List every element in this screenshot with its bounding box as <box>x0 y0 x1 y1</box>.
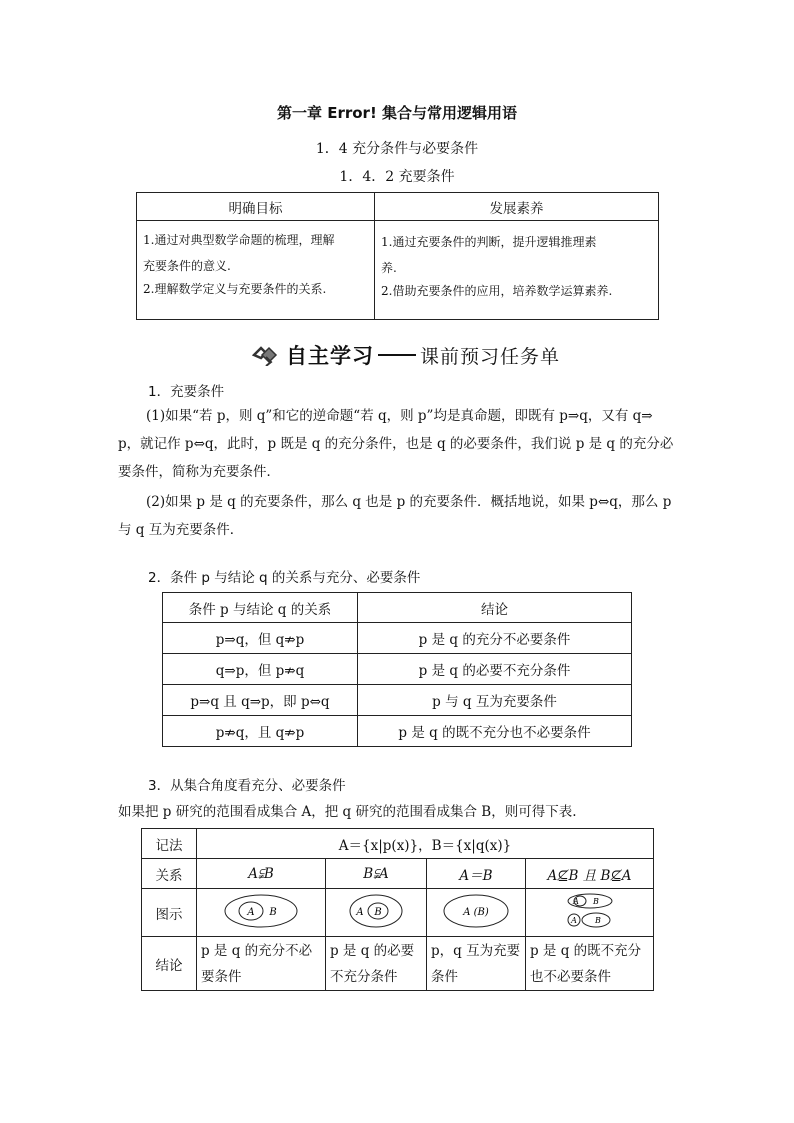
section1-paragraph <box>118 402 674 544</box>
goal-line: 充要条件的意义. <box>143 259 231 273</box>
chapter-title: 第一章 Error! 集合与常用逻辑用语 <box>276 104 518 122</box>
goal-line: 养. <box>381 261 397 275</box>
goal-line: 2.理解数学定义与充要条件的关系. <box>143 282 327 296</box>
set-table <box>141 828 654 991</box>
para-line: 要条件，简称为充要条件． <box>118 464 280 480</box>
goals-right-cell <box>375 221 659 320</box>
conclusion-line: 不充分条件 <box>330 968 398 985</box>
goal-line: 1.通过对典型数学命题的梳理，理解 <box>143 233 335 247</box>
section3-intro: 如果把 p 研究的范围看成集合 A，把 q 研究的范围看成集合 B，则可得下表. <box>118 804 577 820</box>
label-b: B <box>594 915 601 925</box>
goals-table <box>136 192 659 320</box>
chain-link-logo-icon <box>252 344 280 366</box>
venn-equal <box>440 893 512 929</box>
section2-heading: 2．条件 p 与结论 q 的关系与充分、必要条件 <box>148 570 421 586</box>
label-a: A <box>572 896 579 906</box>
conclusion-line: p 是 q 的充分不必 <box>201 942 313 959</box>
section1-heading: 1．充要条件 <box>148 384 225 400</box>
relation-cell: p⇒q，但 q⇏p <box>163 623 358 654</box>
relation-cell: p⇒q 且 q⇒p，即 p⇔q <box>163 685 358 716</box>
label-b: B <box>592 896 599 906</box>
conclusion-cell: p 与 q 互为充要条件 <box>358 685 632 716</box>
conclusion-cell <box>326 937 427 991</box>
section-banner <box>252 340 560 370</box>
conclusion-cell <box>526 937 654 991</box>
label-a: A <box>356 906 364 918</box>
conclusion-cell <box>427 937 526 991</box>
diagram-cell <box>526 889 654 937</box>
label-ab: A (B) <box>463 906 489 918</box>
relation-table <box>162 592 632 747</box>
row-label: 关系 <box>142 859 197 889</box>
para-line: 与 q 互为充要条件． <box>118 522 244 538</box>
row-label: 结论 <box>142 937 197 991</box>
banner-sub: 课前预习任务单 <box>420 345 561 368</box>
label-b: B <box>374 906 382 918</box>
conclusion-line: p 是 q 的既不充分 <box>530 942 642 959</box>
table-row <box>163 685 632 716</box>
banner-main: 自主学习 <box>286 344 374 368</box>
relation-cell: p⇏q，且 q⇏p <box>163 716 358 747</box>
conclusion-line: 也不必要条件 <box>530 968 611 985</box>
notation-cell: A＝{x|p(x)}，B＝{x|q(x)} <box>197 829 654 859</box>
label-a: A <box>570 915 577 925</box>
row-label: 记法 <box>142 829 197 859</box>
conclusion-cell: p 是 q 的必要不充分条件 <box>358 654 632 685</box>
goals-header-right: 发展素养 <box>375 193 659 221</box>
relation-cell: A⫋B <box>197 859 326 889</box>
subsection-title: 1．4．2 充要条件 <box>339 169 455 185</box>
conclusion-header: 结论 <box>358 593 632 623</box>
diagram-cell <box>326 889 427 937</box>
diagram-cell <box>197 889 326 937</box>
section3-heading: 3．从集合角度看充分、必要条件 <box>148 778 346 794</box>
venn-b-in-a <box>348 893 404 929</box>
conclusion-cell <box>197 937 326 991</box>
conclusion-line: p 是 q 的必要 <box>330 942 415 959</box>
conclusion-line: p，q 互为充要 <box>431 942 521 959</box>
relation-cell: q⇒p，但 p⇏q <box>163 654 358 685</box>
relation-cell: A＝B <box>427 859 526 889</box>
relation-header: 条件 p 与结论 q 的关系 <box>163 593 358 623</box>
conclusion-line: 条件 <box>431 968 458 985</box>
banner-dash <box>378 354 416 356</box>
conclusion-line: 要条件 <box>201 968 242 985</box>
goals-left-cell <box>137 221 375 320</box>
relation-cell: B⫋A <box>326 859 427 889</box>
conclusion-cell: p 是 q 的充分不必要条件 <box>358 623 632 654</box>
section-title: 1．4 充分条件与必要条件 <box>315 141 479 157</box>
row-label: 图示 <box>142 889 197 937</box>
goal-line: 2.借助充要条件的应用，培养数学运算素养. <box>381 284 613 298</box>
table-row <box>163 654 632 685</box>
goals-header-left: 明确目标 <box>137 193 375 221</box>
diagram-cell <box>427 889 526 937</box>
para-line: (2)如果 p 是 q 的充要条件，那么 q 也是 p 的充要条件．概括地说，如果 p⇔q，那么 p <box>146 494 672 510</box>
conclusion-cell: p 是 q 的既不充分也不必要条件 <box>358 716 632 747</box>
goal-line: 1.通过充要条件的判断，提升逻辑推理素 <box>381 235 597 249</box>
venn-a-in-b <box>221 893 301 929</box>
para-line: p，就记作 p⇔q，此时，p 既是 q 的充分条件，也是 q 的必要条件，我们说 p 是 q 的充分必 <box>118 436 674 452</box>
relation-cell: A⊈B 且 B⊈A <box>526 859 654 889</box>
label-b: B <box>269 906 277 918</box>
table-row <box>163 716 632 747</box>
venn-overlap <box>562 892 618 930</box>
table-row <box>163 623 632 654</box>
para-line: (1)如果“若 p，则 q”和它的逆命题“若 q，则 p”均是真命题，即既有 p⇒q，又有 q⇒ <box>146 408 653 424</box>
label-a: A <box>247 906 255 918</box>
